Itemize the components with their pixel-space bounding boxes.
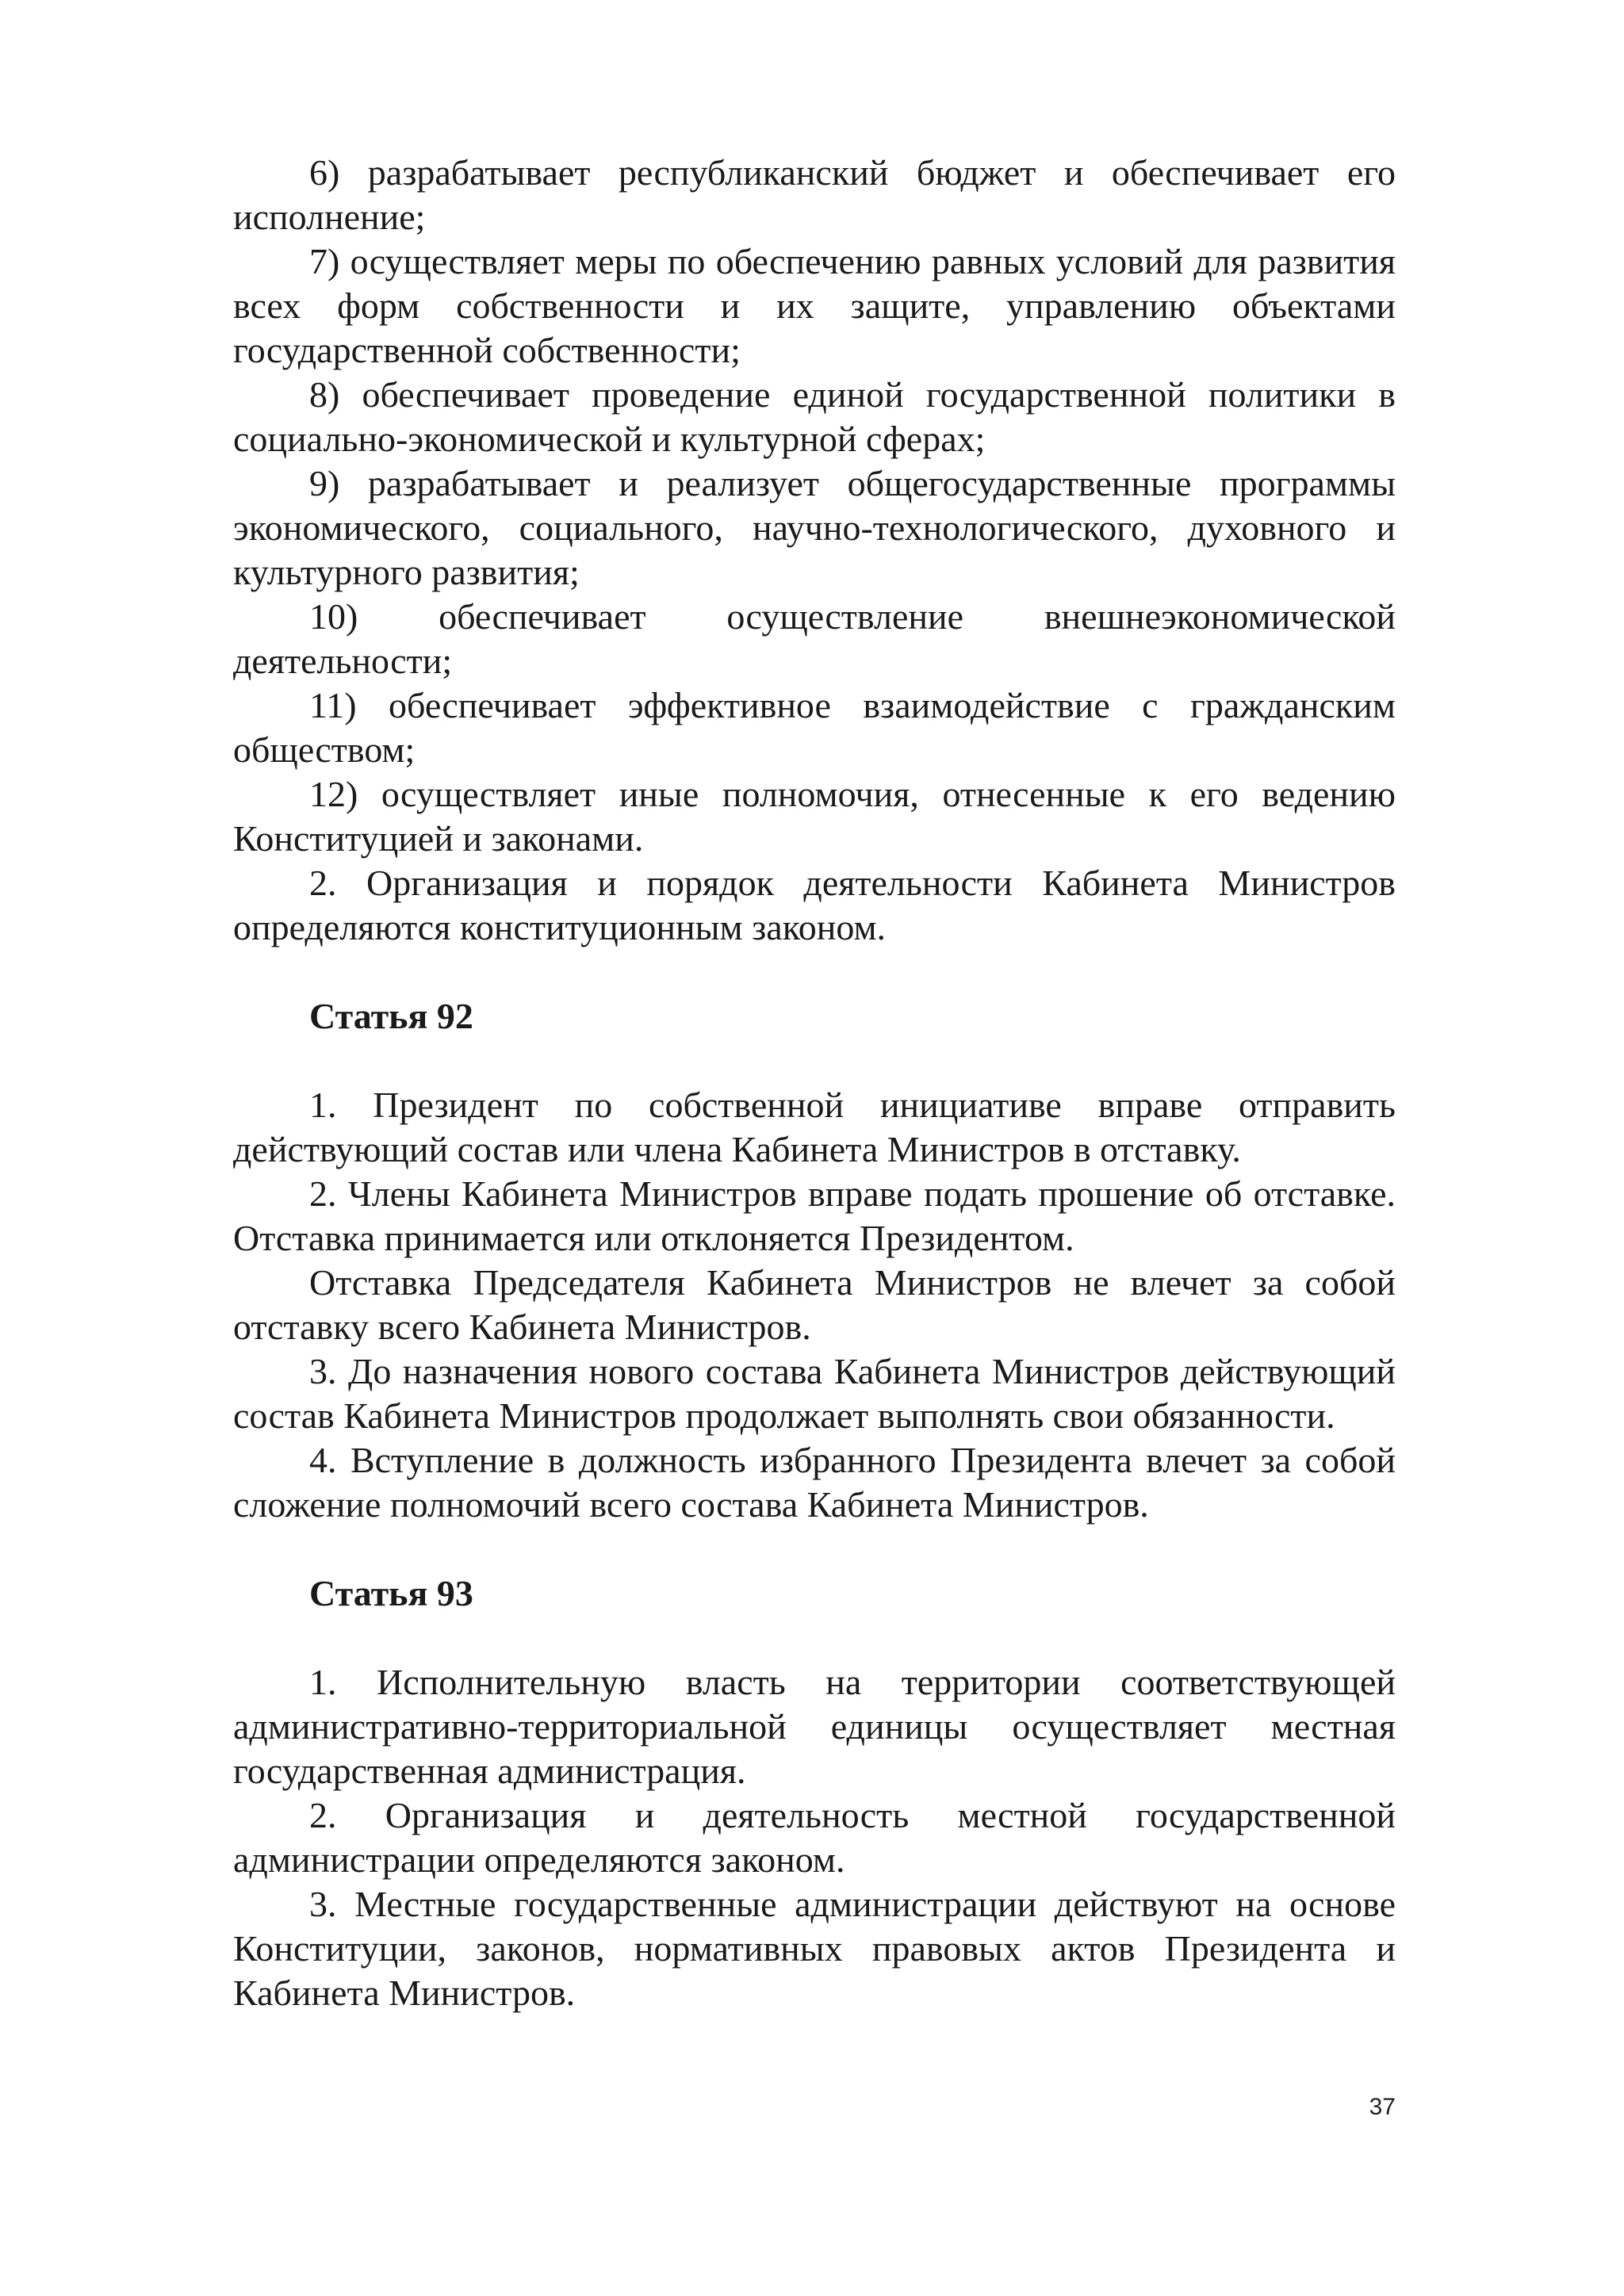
list-item: 11) обеспечивает эффективное взаимодействие с гражданским обществом; (233, 685, 1396, 770)
page-content (233, 151, 1396, 2015)
paragraph: 2. Организация и деятельность местной государственной администрации определяются законом. (233, 1795, 1396, 1880)
page-number: 37 (1369, 2094, 1396, 2120)
paragraph: Отставка Председателя Кабинета Министров не влечет за собой отставку всего Кабинета Министров. (233, 1262, 1396, 1347)
list-item: 7) осуществляет меры по обеспечению равных условий для развития всех форм собственности и их защите, управлению объектами государственной собственности; (233, 241, 1396, 370)
list-item: 8) обеспечивает проведение единой государственной политики в социально-экономической и культурной сферах; (233, 374, 1396, 459)
paragraph: 3. До назначения нового состава Кабинета Министров действующий состав Кабинета Министров продолжает выполнять свои обязанности. (233, 1351, 1396, 1436)
list-item: 10) обеспечивает осуществление внешнеэкономической деятельности; (233, 596, 1396, 681)
paragraph: 1. Президент по собственной инициативе вправе отправить действующий состав или члена Кабинета Министров в отставку. (233, 1085, 1396, 1169)
article-heading: Статья 93 (309, 1573, 473, 1613)
list-item: 12) осуществляет иные полномочия, отнесенные к его ведению Конституцией и законами. (233, 774, 1396, 859)
article-heading: Статья 92 (309, 996, 473, 1036)
paragraph: 3. Местные государственные администрации действуют на основе Конституции, законов, нормативных правовых актов Президента и Кабинета Министров. (233, 1884, 1396, 2013)
paragraph: 1. Исполнительную власть на территории соответствующей административно-территориальной единицы осуществляет местная государственная администрация. (233, 1662, 1396, 1791)
list-item: 9) разрабатывает и реализует общегосударственные программы экономического, социального, научно-технологического, духовного и культурного развития; (233, 463, 1396, 592)
list-item: 6) разрабатывает республиканский бюджет и обеспечивает его исполнение; (233, 152, 1396, 237)
paragraph: 2. Члены Кабинета Министров вправе подать прошение об отставке. Отставка принимается или отклоняется Президентом. (233, 1173, 1396, 1258)
paragraph: 2. Организация и порядок деятельности Кабинета Министров определяются конституционным законом. (233, 863, 1396, 947)
paragraph: 4. Вступление в должность избранного Президента влечет за собой сложение полномочий всего состава Кабинета Министров. (233, 1440, 1396, 1525)
